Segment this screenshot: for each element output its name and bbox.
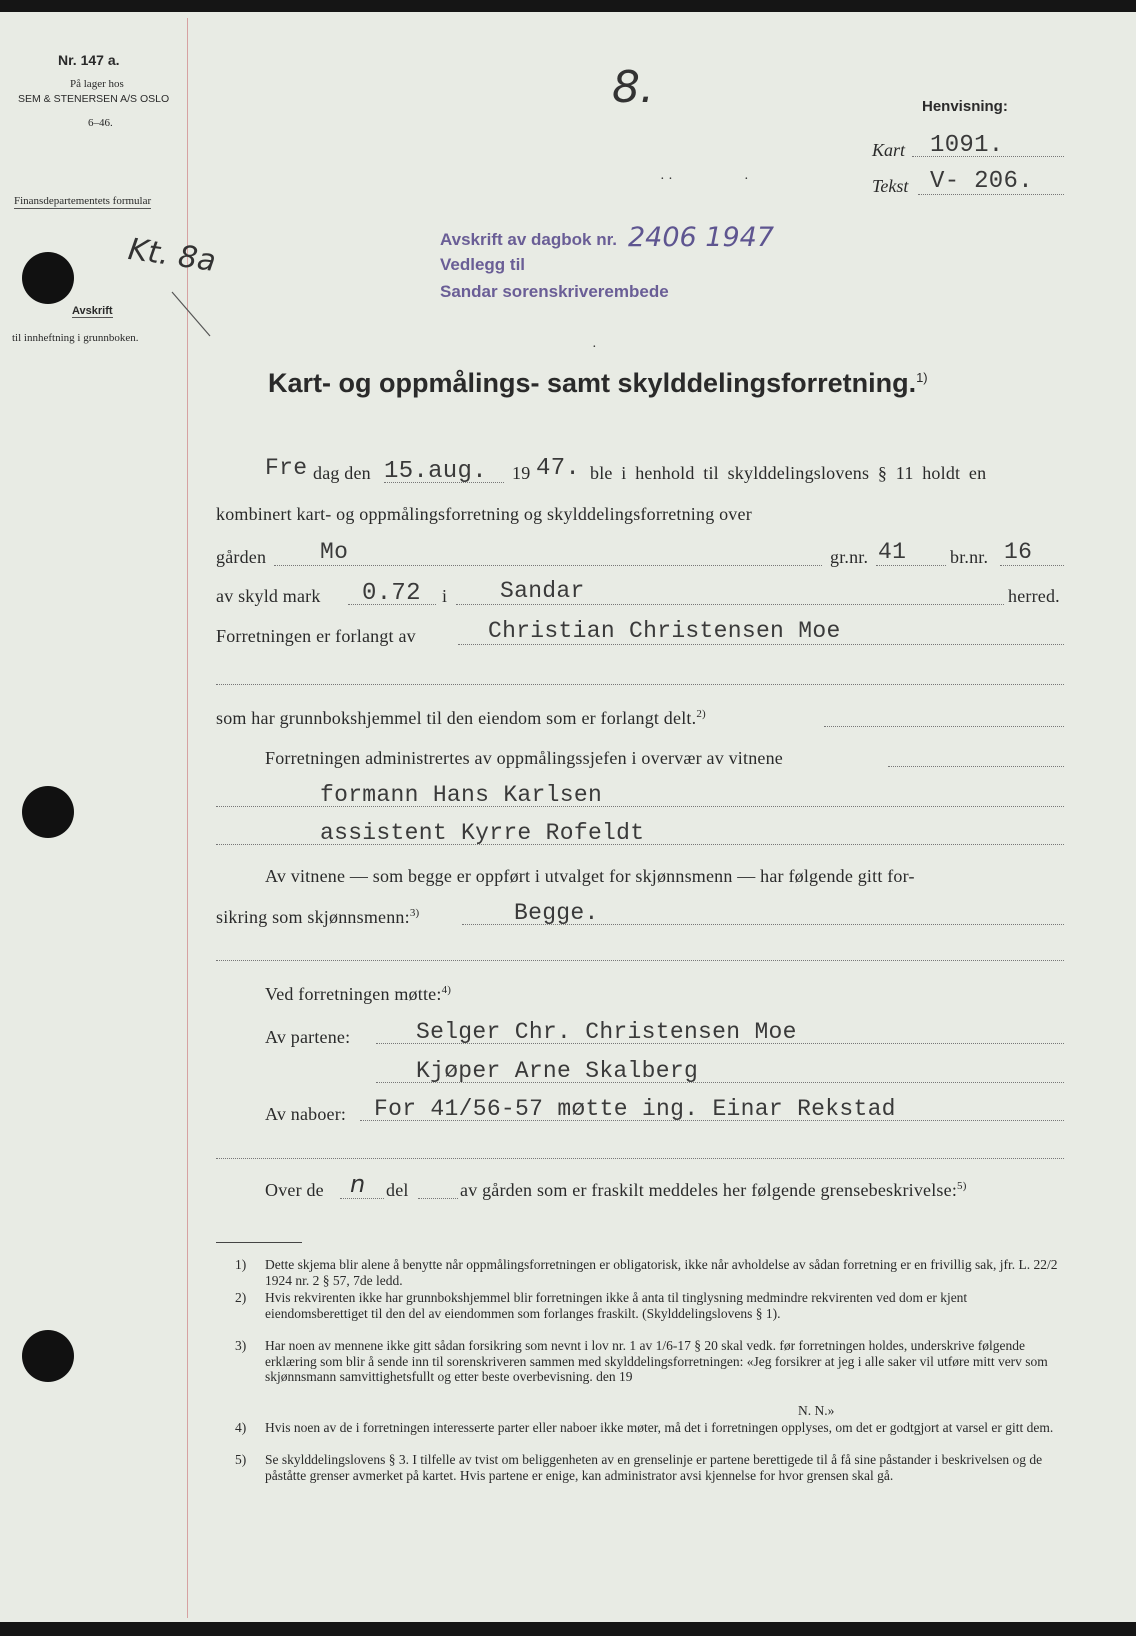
grunnbok-text: [216, 708, 706, 729]
title-text: Kart- og oppmålings- samt skylddelingsforretning.: [268, 368, 917, 398]
naboer-line: [360, 1120, 1064, 1121]
punch-hole: [22, 1330, 74, 1382]
footnote-text: Hvis rekvirenten ikke har grunnbokshjemmel blir forretningen ikke å anta til tinglysning medmindre rekvirenten ved dom er kjent eiendomsberettiget til den del av eiendommen som forlanges fraskilt. (Skylddelingslovens § 1).: [265, 1290, 968, 1321]
publisher-line: På lager hos: [70, 78, 124, 90]
herred-label: herred.: [1008, 586, 1060, 606]
forlangt-label: Forretningen er forlangt av: [216, 626, 416, 646]
vitner-text: Av vitnene — som begge er oppført i utvalget for skjønnsmenn — har følgende gitt for-: [265, 866, 915, 886]
motte-text: [265, 984, 451, 1005]
forlangt-line: [458, 644, 1064, 645]
line2-text: kombinert kart- og oppmålingsforretning og skylddelingsforretning over: [216, 504, 752, 524]
footnote-text: Se skylddelingslovens § 3. I tilfelle av tvist om beliggenheten av en grenselinje er partene berettigede til å få sine påstander i beskrivelsen og de påståtte grenser avmerket på kartet. Hvis partene er enige, kan administrator avsi kjennelse for hvor grensen skal gå.: [265, 1452, 1043, 1483]
skyld-label: av skyld mark: [216, 586, 321, 606]
stamp-dagbok-number: 2406 1947: [628, 222, 775, 253]
footnote-text: N. N.»: [798, 1403, 835, 1418]
over-de-label: Over de: [265, 1180, 324, 1200]
skyld-line: [348, 604, 436, 605]
grunnbok-text-value: som har grunnbokshjemmel til den eiendom som er forlangt delt.: [216, 708, 697, 728]
grnr-label: gr.nr.: [830, 547, 869, 567]
motte-text-value: Ved forretningen møtte:: [265, 984, 442, 1004]
grense-footnote-ref: 5): [957, 1180, 967, 1192]
del-line: [418, 1198, 458, 1199]
garden-value: Mo: [320, 539, 349, 565]
footnote-5: [235, 1452, 1065, 1483]
naboer-label: Av naboer:: [265, 1104, 347, 1124]
date-value: 15.aug.: [384, 458, 487, 485]
herred-line: [456, 604, 1004, 605]
publisher-name: SEM & STENERSEN A/S OSLO: [18, 93, 170, 105]
reference-label: Henvisning:: [922, 98, 1008, 115]
stamp-line1: Avskrift av dagbok nr.: [440, 230, 617, 249]
document-title: [268, 368, 928, 399]
footnote-3: [235, 1338, 1065, 1385]
copy-label: Avskrift: [72, 305, 113, 317]
footnote-4: [235, 1420, 1065, 1436]
seller: Selger Chr. Christensen Moe: [416, 1019, 797, 1045]
date-line: [384, 482, 504, 483]
tekst-line: [918, 194, 1064, 195]
stamp-line2: Vedlegg til: [440, 255, 526, 274]
punch-hole: [22, 252, 74, 304]
speck: · ·: [660, 172, 673, 187]
year-prefix: 19: [512, 463, 531, 483]
skyld-value: 0.72: [362, 580, 421, 607]
blank-line: [216, 960, 1064, 961]
footnote-text: Hvis noen av de i forretningen interesserte parter eller naboer ikke møter, må det i forretningen opplyses, om det er godtgjort at varsel er gitt dem.: [265, 1420, 1054, 1435]
i-label: i: [442, 586, 448, 606]
page-number: 8.: [612, 62, 654, 113]
admin-text: Forretningen administrertes av oppmålingssjefen i overvær av vitnene: [265, 748, 783, 768]
motte-footnote-ref: 4): [441, 984, 452, 996]
footnote-number: 5): [235, 1452, 247, 1467]
brnr-line: [1000, 565, 1064, 566]
speck: ·: [744, 172, 749, 187]
grnr-value: 41: [878, 539, 907, 565]
copy-purpose: til innheftning i grunnboken.: [12, 332, 139, 344]
seller-line: [376, 1043, 1064, 1044]
buyer-line: [376, 1082, 1064, 1083]
form-number: Nr. 147 a.: [58, 52, 120, 68]
herred-value: Sandar: [500, 578, 585, 604]
partene-label: Av partene:: [265, 1027, 351, 1047]
margin-mark: [170, 290, 215, 340]
kart-label: Kart: [872, 140, 906, 160]
forsikring-text: [216, 907, 419, 928]
footnote-1: [235, 1257, 1065, 1288]
edition: 6–46.: [88, 117, 113, 129]
scan-border-top: [0, 0, 1136, 12]
department-formular: Finansdepartementets formular: [14, 195, 152, 207]
brnr-value: 16: [1004, 539, 1033, 565]
footnote-rule: [216, 1242, 302, 1243]
grense-text-value: av gården som er fraskilt meddeles her følgende grensebeskrivelse:: [460, 1180, 958, 1200]
witness-1: formann Hans Karlsen: [320, 782, 603, 808]
stamp-line3: Sandar sorenskriverembede: [440, 282, 669, 301]
forsikring-value: Begge.: [514, 900, 599, 926]
footnote-number: 4): [235, 1420, 247, 1435]
grunnbok-line: [824, 726, 1064, 727]
kart-line: [912, 156, 1064, 157]
naboer-value: For 41/56-57 møtte ing. Einar Rekstad: [374, 1096, 896, 1122]
footnote-number: 2): [235, 1290, 247, 1305]
blank-line: [216, 1158, 1064, 1159]
garden-label: gården: [216, 547, 267, 567]
dag-den-label: dag den: [313, 463, 371, 483]
witness-2-line: [216, 844, 1064, 845]
footnote-number: 1): [235, 1257, 247, 1272]
footnote-text: Dette skjema blir alene å benytte når oppmålingsforretningen er obligatorisk, ikke når avholdelse av sådan forretning er en frivillig sak, jfr. L. 22/2 1924 nr. 2 § 57, 7de ledd.: [265, 1257, 1058, 1288]
forsikring-footnote-ref: 3): [409, 907, 420, 919]
footnote-2: [235, 1290, 1065, 1321]
margin-handwriting: Kt. 8a: [125, 232, 218, 279]
year-value: 47.: [536, 455, 581, 482]
tekst-value: V- 206.: [930, 168, 1033, 195]
footnote-number: 3): [235, 1338, 247, 1353]
kart-value: 1091.: [930, 132, 1004, 159]
grnr-line: [876, 565, 946, 566]
over-de-value: n: [350, 1170, 366, 1198]
punch-hole: [22, 786, 74, 838]
del-label: del: [386, 1180, 409, 1200]
over-de-line: [340, 1198, 384, 1199]
grunnbok-footnote-ref: 2): [696, 708, 706, 720]
brnr-label: br.nr.: [950, 547, 989, 567]
footnote-3-signature: [798, 1403, 898, 1419]
forlangt-value: Christian Christensen Moe: [488, 618, 841, 644]
footnote-text: Har noen av mennene ikke gitt sådan forsikring som nevnt i lov nr. 1 av 1/6-17 § 20 skal vedk. før forretningen holdes, underskrive følgende erklæring som blir å sende inn til sorenskriveren sammen med skylddelingsforretningen: «Jeg forsikrer at jeg i alle saker vil utføre mitt verv som skjønnsmann samvittighetsfullt og etter beste overbevisning. den 19: [265, 1338, 1048, 1384]
tekst-label: Tekst: [872, 176, 909, 196]
buyer: Kjøper Arne Skalberg: [416, 1058, 699, 1084]
admin-line: [888, 766, 1064, 767]
grense-text: [460, 1180, 967, 1201]
day-value: Fre: [265, 455, 308, 481]
speck: ·: [592, 340, 597, 355]
title-footnote-ref: 1): [916, 370, 928, 385]
witness-2: assistent Kyrre Rofeldt: [320, 820, 645, 846]
line1-text: ble i henhold til skylddelingslovens § 11 holdt en: [590, 463, 987, 483]
forsikring-text-value: sikring som skjønnsmenn:: [216, 907, 410, 927]
blank-line: [216, 684, 1064, 685]
scan-border-bottom: [0, 1622, 1136, 1636]
garden-line: [274, 565, 822, 566]
forsikring-line: [462, 924, 1064, 925]
witness-1-line: [216, 806, 1064, 807]
